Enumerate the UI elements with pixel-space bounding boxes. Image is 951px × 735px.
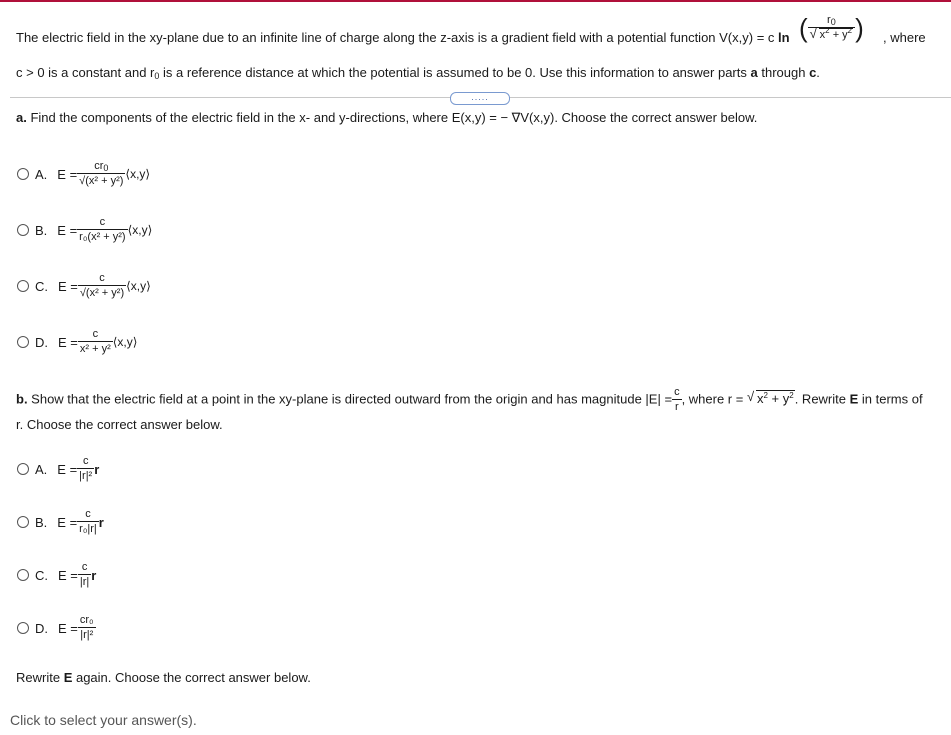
radio-button[interactable] <box>17 280 29 292</box>
status-hint: Click to select your answer(s). <box>10 712 197 728</box>
expand-toggle-button[interactable]: ..... <box>450 92 510 105</box>
radio-button[interactable] <box>17 336 29 348</box>
part-a-option-a[interactable]: A. E = $\frac{cr_0}{\text{√(x² + y²)}}$ ⟨x,y⟩ <box>17 160 150 188</box>
radio-button[interactable] <box>17 622 29 634</box>
intro-log-argument: ( $r_0$ √ $x^2 + y^2$ ) <box>799 13 864 43</box>
radio-button[interactable] <box>17 224 29 236</box>
intro-line-2: c > 0 is a constant and $r_0$ is a reference distance at which the potential is assumed to be 0. Use this information to answer parts a through c. <box>16 65 820 81</box>
radio-button[interactable] <box>17 516 29 528</box>
part-b-option-b[interactable]: B. E = $\frac{c}{\text{r₀|r|}}$ r <box>17 508 104 536</box>
radio-button[interactable] <box>17 569 29 581</box>
problem-intro: The electric field in the xy-plane due to an infinite line of charge along the z-axis is a gradient field with a potential function V(x,y) = c ln ( $r_0$ √ $x^2 + y^2$ ) , where c > 0 is a constant and $r_0$ is a reference distance at which the potential is assumed to be 0. Use this information to answer parts a through c. <box>16 13 926 81</box>
part-a-option-b[interactable]: B. E = $\frac{c}{\text{r₀(x² + y²)}}$ ⟨x,y⟩ <box>17 216 152 244</box>
part-b-option-c[interactable]: C. E = $\frac{c}{|r|}$ r <box>17 561 96 589</box>
rewrite-again-prompt: Rewrite E again. Choose the correct answer below. <box>16 670 311 685</box>
part-b-question: b. Show that the electric field at a point in the xy-plane is directed outward from the origin and has magnitude |E| = $\frac{c}{r}$ , where r = √ $x^2 + y^2$. Rewrite E in terms of <box>16 386 923 413</box>
part-b-option-d[interactable]: D. E = $\frac{\text{cr₀}}{\text{|r|²}}$ <box>17 614 96 642</box>
part-a-option-d[interactable]: D. E = $\frac{c}{\text{x² + y²}}$ ⟨x,y⟩ <box>17 328 137 356</box>
part-b-question-line-2: r. Choose the correct answer below. <box>16 417 223 432</box>
part-a-question: a. Find the components of the electric field in the x- and y-directions, where E(x,y) = − ∇V(x,y). Choose the correct answer below. <box>16 110 758 125</box>
radio-button[interactable] <box>17 463 29 475</box>
part-a-option-c[interactable]: C. E = $\frac{c}{\text{√(x² + y²)}}$ ⟨x,y⟩ <box>17 272 151 300</box>
top-accent-line <box>0 0 951 2</box>
intro-line-1: The electric field in the xy-plane due to an infinite line of charge along the z-axis is a gradient field with a potential function V(x,y) = c ln <box>16 30 790 45</box>
radio-button[interactable] <box>17 168 29 180</box>
part-b-option-a[interactable]: A. E = $\frac{c}{\text{|r|²}}$ r <box>17 455 99 483</box>
